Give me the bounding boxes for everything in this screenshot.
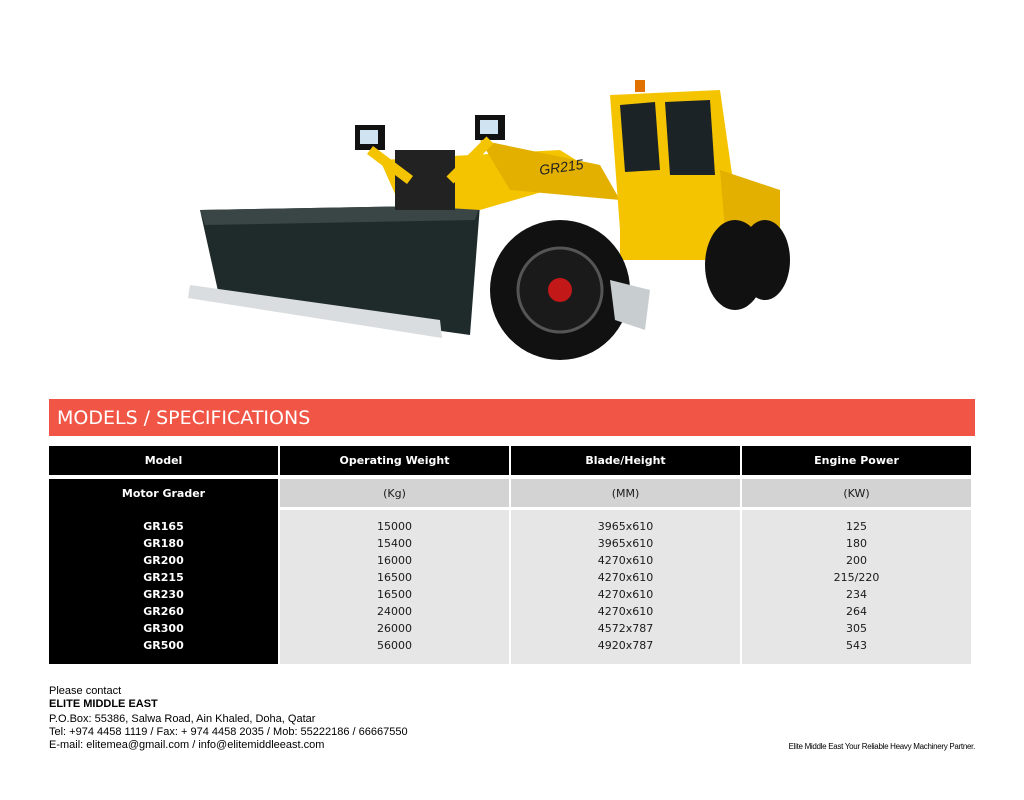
power-cell: 200 — [846, 554, 867, 567]
blade-cell: 4270x610 — [597, 588, 654, 601]
units-power: (KW) — [742, 479, 971, 507]
model-cell: GR200 — [143, 554, 184, 567]
model-cell: GR215 — [143, 571, 184, 584]
blade-cell: 4270x610 — [597, 554, 654, 567]
section-title: MODELS / SPECIFICATIONS — [57, 407, 311, 429]
weight-cell: 15400 — [377, 537, 412, 550]
model-cell: GR230 — [143, 588, 184, 601]
weight-cell: 16500 — [377, 571, 412, 584]
company-tagline: Elite Middle East Your Reliable Heavy Machinery Partner. — [788, 742, 975, 751]
company-name: ELITE MIDDLE EAST — [49, 698, 158, 710]
header-blade-height: Blade/Height — [511, 446, 740, 475]
header-operating-weight: Operating Weight — [280, 446, 509, 475]
machine-model-label: GR215 — [538, 155, 585, 178]
weight-cell: 56000 — [377, 639, 412, 652]
contact-phones: Tel: +974 4458 1119 / Fax: + 974 4458 2035 / Mob: 55222186 / 66667550 — [49, 726, 408, 738]
model-cell: GR165 — [143, 520, 184, 533]
units-category: Motor Grader — [49, 479, 278, 507]
specifications-table — [47, 446, 973, 664]
contact-address: P.O.Box: 55386, Salwa Road, Ain Khaled, Doha, Qatar — [49, 713, 316, 725]
units-blade: (MM) — [511, 479, 740, 507]
header-engine-power: Engine Power — [742, 446, 971, 475]
blade-cell: 4270x610 — [597, 571, 654, 584]
power-cell: 264 — [846, 605, 867, 618]
model-column — [49, 510, 278, 664]
model-cell: GR300 — [143, 622, 184, 635]
weight-cell: 15000 — [377, 520, 412, 533]
blade-cell: 3965x610 — [597, 520, 654, 533]
units-weight: (Kg) — [280, 479, 509, 507]
table-header-row — [49, 446, 971, 475]
section-header-bar — [49, 399, 975, 436]
contact-email[interactable]: E-mail: elitemea@gmail.com / info@elitemiddleeast.com — [49, 739, 325, 751]
header-model: Model — [49, 446, 278, 475]
blade-cell: 4572x787 — [597, 622, 654, 635]
motor-grader-image — [180, 80, 800, 380]
model-cell: GR260 — [143, 605, 184, 618]
power-cell: 305 — [846, 622, 867, 635]
blade-cell: 4270x610 — [597, 605, 654, 618]
weight-cell: 16000 — [377, 554, 412, 567]
weight-cell: 26000 — [377, 622, 412, 635]
weight-column — [280, 510, 509, 664]
weight-cell: 24000 — [377, 605, 412, 618]
blade-cell: 4920x787 — [597, 639, 654, 652]
model-cell: GR180 — [143, 537, 184, 550]
power-cell: 543 — [846, 639, 867, 652]
contact-block — [49, 685, 408, 752]
table-data-row — [49, 510, 971, 664]
blade-cell: 3965x610 — [597, 537, 654, 550]
power-cell: 215/220 — [833, 571, 880, 584]
power-cell: 180 — [846, 537, 867, 550]
power-cell: 234 — [846, 588, 867, 601]
weight-cell: 16500 — [377, 588, 412, 601]
power-column — [742, 510, 971, 664]
model-cell: GR500 — [143, 639, 184, 652]
table-units-row — [49, 479, 971, 507]
blade-column — [511, 510, 740, 664]
contact-intro: Please contact — [49, 685, 122, 697]
power-cell: 125 — [846, 520, 867, 533]
